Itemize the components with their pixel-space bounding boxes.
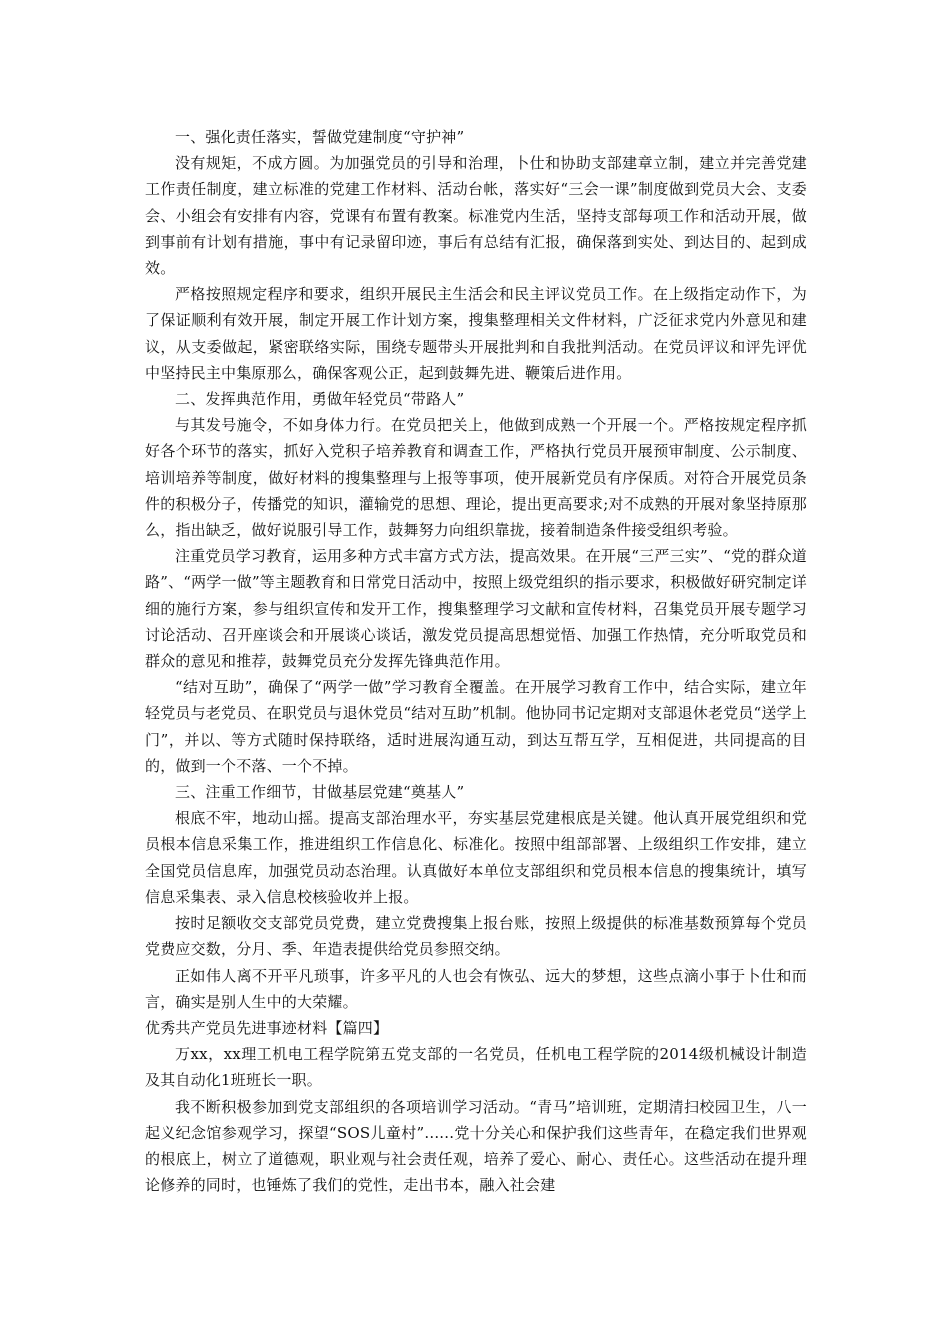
section-heading-2: 二、发挥典范作用，勇做年轻党员“带路人” [175,390,465,409]
body-paragraph: 与其发号施令，不如身体力行。在党员把关上，他做到成熟一个开展一个。严格按规定程序抓好各个环节的落实，抓好入党积子培养教育和调查工作，严格执行党员开展预审制度、公示制度、培训培养等制度，做好材料的搜集整理与上报等事项，使开展新党员有序保质。对符合开展党员条件的积极分子，传播党的知识，灌输党的思想、理论，提出更高要求;对不成熟的开展对象坚持原那么，指出缺乏，做好说服引导工作，鼓舞努力向组织靠拢，接着制造条件接受组织考验。 [145,416,807,540]
section-heading-3: 三、注重工作细节，甘做基层党建“奠基人” [175,783,465,802]
article-title: 优秀共产党员先进事迹材料【篇四】 [145,1018,389,1037]
body-paragraph: “结对互助”，确保了“两学一做”学习教育全覆盖。在开展学习教育工作中，结合实际，建立年轻党员与老党员、在职党员与退休党员“结对互助”机制。他协同书记定期对支部退休老党员“送学上门”，并以、等方式随时保持联络，适时进展沟通互动，到达互帮互学，互相促进，共同提高的目的，做到一个不落、一个不掉。 [145,678,808,775]
document-body [145,124,807,1198]
body-paragraph: 严格按照规定程序和要求，组织开展民主生活会和民主评议党员工作。在上级指定动作下，为了保证顺利有效开展，制定开展工作计划方案，搜集整理相关文件材料，广泛征求党内外意见和建议，从支委做起，紧密联络实际，围绕专题带头开展批判和自我批判活动。在党员评议和评先评优中坚持民主中集原那么，确保客观公正，起到鼓舞先进、鞭策后进作用。 [145,285,807,382]
body-paragraph: 我不断积极参加到党支部组织的各项培训学习活动。“青马”培训班，定期清扫校园卫生，八一起义纪念馆参观学习，探望“SOS儿童村”......党十分关心和保护我们这些青年，在稳定我们世界观的根底上，树立了道德观，职业观与社会责任观，培养了爱心、耐心、责任心。这些活动在提升理论修养的同时，也锤炼了我们的党性，走出书本，融入社会建 [145,1097,807,1195]
body-paragraph: 正如伟人离不开平凡琐事，许多平凡的人也会有恢弘、远大的梦想，这些点滴小事于卜仕和而言，确实是别人生中的大荣耀。 [145,966,807,1011]
body-paragraph: 根底不牢，地动山摇。提高支部治理水平，夯实基层党建根底是关键。他认真开展党组织和党员根本信息采集工作，推进组织工作信息化、标准化。按照中组部部署、上级组织工作安排，建立全国党员信息库，加强党员动态治理。认真做好本单位支部组织和党员根本信息的搜集统计，填写信息采集表、录入信息校核验收并上报。 [145,809,807,906]
body-paragraph: 没有规矩，不成方圆。为加强党员的引导和治理，卜仕和协助支部建章立制，建立并完善党建工作责任制度，建立标准的党建工作材料、活动台帐，落实好“三会一课”制度做到党员大会、支委会、小组会有安排有内容，党课有布置有教案。标准党内生活，坚持支部每项工作和活动开展，做到事前有计划有措施，事中有记录留印迹，事后有总结有汇报，确保落到实处、到达目的、起到成效。 [145,154,807,278]
body-paragraph: 万xx，xx理工机电工程学院第五党支部的一名党员，任机电工程学院的2014级机械设计制造及其自动化1班班长一职。 [145,1045,807,1090]
section-heading-1: 一、强化责任落实，誓做党建制度“守护神” [175,128,465,146]
body-paragraph: 注重党员学习教育，运用多种方式丰富方式方法，提高效果。在开展“三严三实”、“党的群众道路”、“两学一做”等主题教育和日常党日活动中，按照上级党组织的指示要求，积极做好研究制定详细的施行方案，参与组织宣传和发开工作，搜集整理学习文献和宣传材料，召集党员开展专题学习讨论活动、召开座谈会和开展谈心谈话，激发党员提高思想觉悟、加强工作热情，充分听取党员和群众的意见和推荐，鼓舞党员充分发挥先锋典范作用。 [145,547,808,671]
body-paragraph: 按时足额收交支部党员党费，建立党费搜集上报台账，按照上级提供的标准基数预算每个党员党费应交数，分月、季、年造表提供给党员参照交纳。 [145,914,807,959]
